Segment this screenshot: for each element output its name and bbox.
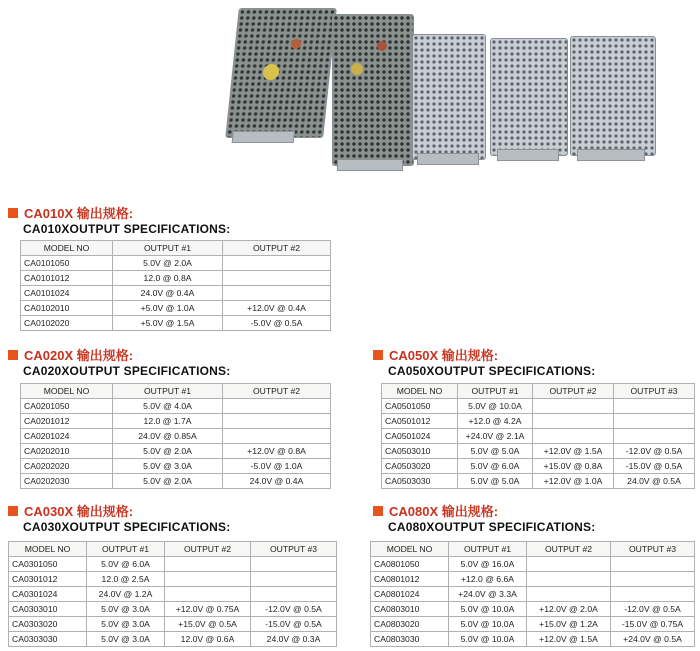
table-header-row [21, 384, 331, 399]
table-cell: CA0803030 [371, 632, 449, 647]
column-header: OUTPUT #1 [113, 384, 223, 399]
table-cell: CA0503030 [382, 474, 458, 489]
table-cell [165, 557, 251, 572]
table-row [382, 429, 695, 444]
table-row [382, 399, 695, 414]
table-header-row [382, 384, 695, 399]
table-row [21, 414, 331, 429]
column-header: OUTPUT #2 [165, 542, 251, 557]
table-row [21, 399, 331, 414]
table-cell: 5.0V @ 3.0A [87, 632, 165, 647]
ca050x-spec-table [381, 383, 695, 489]
table-cell: CA0303020 [9, 617, 87, 632]
product-photo [228, 0, 668, 172]
table-row [371, 587, 695, 602]
table-cell: 24.0V @ 0.85A [113, 429, 223, 444]
bullet-square-icon [373, 350, 383, 360]
table-cell: CA0801024 [371, 587, 449, 602]
column-header: MODEL NO [21, 241, 113, 256]
column-header: OUTPUT #3 [251, 542, 337, 557]
table-cell: CA0301050 [9, 557, 87, 572]
table-cell [165, 587, 251, 602]
table-cell: 5.0V @ 10.0A [449, 602, 527, 617]
ca030x-spec-table [8, 541, 337, 647]
table-cell [223, 399, 331, 414]
power-supply-unit-4 [490, 38, 568, 156]
column-header: OUTPUT #1 [87, 542, 165, 557]
table-cell: 5.0V @ 5.0A [458, 474, 533, 489]
table-cell: CA0803010 [371, 602, 449, 617]
bullet-square-icon [8, 350, 18, 360]
column-header: OUTPUT #2 [223, 384, 331, 399]
table-cell [611, 557, 695, 572]
table-row [371, 617, 695, 632]
table-cell: +12.0V @ 0.8A [223, 444, 331, 459]
table-row [21, 286, 331, 301]
table-cell: 24.0V @ 0.4A [223, 474, 331, 489]
table-cell: 24.0V @ 0.5A [614, 474, 695, 489]
table-cell [223, 286, 331, 301]
table-row [382, 459, 695, 474]
ca020x-subtitle: CA020XOUTPUT SPECIFICATIONS: [23, 364, 231, 378]
ca010x-title: CA010X 输出规格: [8, 203, 133, 222]
power-supply-unit-5 [570, 36, 656, 156]
table-cell: CA0501024 [382, 429, 458, 444]
table-cell: -12.0V @ 0.5A [251, 602, 337, 617]
table-cell: 12.0 @ 1.7A [113, 414, 223, 429]
ca010x-subtitle: CA010XOUTPUT SPECIFICATIONS: [23, 222, 231, 236]
table-cell: CA0201012 [21, 414, 113, 429]
table-cell [527, 587, 611, 602]
table-cell: +12.0V @ 0.75A [165, 602, 251, 617]
table-cell: CA0501012 [382, 414, 458, 429]
table-cell: +15.0V @ 0.5A [165, 617, 251, 632]
column-header: OUTPUT #1 [458, 384, 533, 399]
table-row [9, 617, 337, 632]
table-cell: CA0803020 [371, 617, 449, 632]
ca080x-spec-table [370, 541, 695, 647]
column-header: OUTPUT #3 [614, 384, 695, 399]
power-supply-unit-2 [332, 14, 414, 166]
table-cell [614, 414, 695, 429]
table-cell: CA0201024 [21, 429, 113, 444]
table-cell [533, 399, 614, 414]
column-header: OUTPUT #1 [449, 542, 527, 557]
table-cell: CA0503020 [382, 459, 458, 474]
table-cell: CA0101024 [21, 286, 113, 301]
table-cell: 5.0V @ 2.0A [113, 256, 223, 271]
table-row [21, 301, 331, 316]
ca020x-spec-table [20, 383, 331, 489]
table-cell [533, 429, 614, 444]
ca080x-title: CA080X 输出规格: [373, 501, 498, 520]
bullet-square-icon [8, 208, 18, 218]
table-cell: 5.0V @ 2.0A [113, 444, 223, 459]
table-row [21, 429, 331, 444]
column-header: OUTPUT #2 [527, 542, 611, 557]
table-cell: CA0501050 [382, 399, 458, 414]
table-row [9, 632, 337, 647]
column-header: MODEL NO [382, 384, 458, 399]
column-header: OUTPUT #3 [611, 542, 695, 557]
ca020x-title: CA020X 输出规格: [8, 345, 133, 364]
table-cell: 5.0V @ 3.0A [113, 459, 223, 474]
table-cell: 5.0V @ 10.0A [449, 617, 527, 632]
table-cell: CA0202030 [21, 474, 113, 489]
ca080x-subtitle: CA080XOUTPUT SPECIFICATIONS: [388, 520, 596, 534]
table-cell [533, 414, 614, 429]
table-cell: 5.0V @ 2.0A [113, 474, 223, 489]
table-cell: -15.0V @ 0.5A [614, 459, 695, 474]
table-cell [223, 256, 331, 271]
table-header-row [21, 241, 331, 256]
table-cell: +15.0V @ 0.8A [533, 459, 614, 474]
table-cell: CA0503010 [382, 444, 458, 459]
table-cell: -12.0V @ 0.5A [614, 444, 695, 459]
table-cell: +24.0V @ 3.3A [449, 587, 527, 602]
table-cell [614, 429, 695, 444]
table-cell: CA0301024 [9, 587, 87, 602]
table-row [21, 316, 331, 331]
table-cell [611, 572, 695, 587]
table-cell: CA0801050 [371, 557, 449, 572]
table-cell: +12.0 @ 4.2A [458, 414, 533, 429]
table-cell [527, 557, 611, 572]
ca050x-title: CA050X 输出规格: [373, 345, 498, 364]
table-cell [611, 587, 695, 602]
column-header: OUTPUT #1 [113, 241, 223, 256]
table-cell: 24.0V @ 0.3A [251, 632, 337, 647]
table-cell: 5.0V @ 4.0A [113, 399, 223, 414]
table-cell: -15.0V @ 0.75A [611, 617, 695, 632]
table-row [21, 459, 331, 474]
table-cell: 5.0V @ 3.0A [87, 617, 165, 632]
table-cell: -12.0V @ 0.5A [611, 602, 695, 617]
table-cell: 5.0V @ 5.0A [458, 444, 533, 459]
table-row [9, 587, 337, 602]
table-cell: +12.0V @ 2.0A [527, 602, 611, 617]
column-header: OUTPUT #2 [533, 384, 614, 399]
table-cell: -15.0V @ 0.5A [251, 617, 337, 632]
table-cell: +5.0V @ 1.0A [113, 301, 223, 316]
table-cell: 24.0V @ 1.2A [87, 587, 165, 602]
table-header-row [371, 542, 695, 557]
table-cell [251, 572, 337, 587]
column-header: MODEL NO [371, 542, 449, 557]
table-cell: CA0102010 [21, 301, 113, 316]
table-cell [251, 557, 337, 572]
table-cell: +12.0V @ 1.5A [533, 444, 614, 459]
table-cell: CA0801012 [371, 572, 449, 587]
table-cell [165, 572, 251, 587]
table-cell [223, 429, 331, 444]
table-cell: -5.0V @ 1.0A [223, 459, 331, 474]
table-cell: CA0201050 [21, 399, 113, 414]
table-row [371, 557, 695, 572]
table-row [9, 572, 337, 587]
table-row [21, 256, 331, 271]
table-cell: CA0101012 [21, 271, 113, 286]
table-cell: 5.0V @ 6.0A [458, 459, 533, 474]
table-cell: +15.0V @ 1.2A [527, 617, 611, 632]
ca010x-spec-table [20, 240, 331, 331]
table-cell: CA0303030 [9, 632, 87, 647]
table-cell: 24.0V @ 0.4A [113, 286, 223, 301]
table-cell: 5.0V @ 10.0A [458, 399, 533, 414]
column-header: OUTPUT #2 [223, 241, 331, 256]
table-row [382, 444, 695, 459]
ca050x-subtitle: CA050XOUTPUT SPECIFICATIONS: [388, 364, 596, 378]
table-cell: CA0301012 [9, 572, 87, 587]
table-cell [614, 399, 695, 414]
ca030x-subtitle: CA030XOUTPUT SPECIFICATIONS: [23, 520, 231, 534]
table-cell: 12.0 @ 2.5A [87, 572, 165, 587]
table-cell: +24.0V @ 2.1A [458, 429, 533, 444]
table-row [371, 572, 695, 587]
power-supply-unit-3 [412, 34, 486, 160]
column-header: MODEL NO [21, 384, 113, 399]
table-cell: 12.0V @ 0.6A [165, 632, 251, 647]
table-row [382, 414, 695, 429]
table-cell [223, 271, 331, 286]
table-row [21, 474, 331, 489]
table-cell: 5.0V @ 6.0A [87, 557, 165, 572]
table-header-row [9, 542, 337, 557]
table-cell: CA0202020 [21, 459, 113, 474]
table-cell: -5.0V @ 0.5A [223, 316, 331, 331]
table-cell [527, 572, 611, 587]
table-cell: CA0303010 [9, 602, 87, 617]
table-row [382, 474, 695, 489]
table-cell: 5.0V @ 3.0A [87, 602, 165, 617]
table-cell: +12.0 @ 6.6A [449, 572, 527, 587]
table-cell: +12.0V @ 1.5A [527, 632, 611, 647]
table-cell: CA0202010 [21, 444, 113, 459]
table-cell [251, 587, 337, 602]
column-header: MODEL NO [9, 542, 87, 557]
table-row [21, 271, 331, 286]
power-supply-unit-1 [225, 8, 337, 138]
table-row [21, 444, 331, 459]
table-cell: 5.0V @ 16.0A [449, 557, 527, 572]
bullet-square-icon [373, 506, 383, 516]
table-row [371, 602, 695, 617]
table-cell: 5.0V @ 10.0A [449, 632, 527, 647]
table-cell: +24.0V @ 0.5A [611, 632, 695, 647]
table-row [9, 602, 337, 617]
table-cell: CA0101050 [21, 256, 113, 271]
bullet-square-icon [8, 506, 18, 516]
table-row [9, 557, 337, 572]
table-cell: CA0102020 [21, 316, 113, 331]
table-cell: +12.0V @ 0.4A [223, 301, 331, 316]
table-cell [223, 414, 331, 429]
table-row [371, 632, 695, 647]
ca030x-title: CA030X 输出规格: [8, 501, 133, 520]
table-cell: +12.0V @ 1.0A [533, 474, 614, 489]
table-cell: 12.0 @ 0.8A [113, 271, 223, 286]
table-cell: +5.0V @ 1.5A [113, 316, 223, 331]
